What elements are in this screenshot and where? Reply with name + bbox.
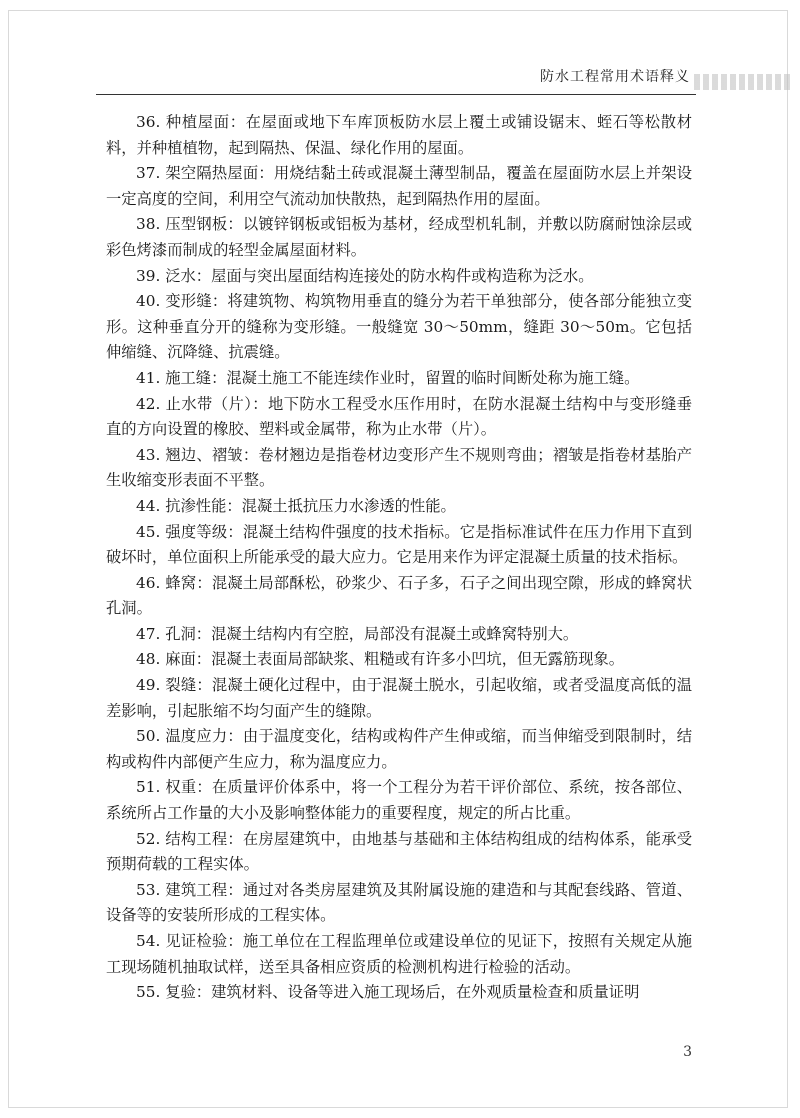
paragraph-48: 48. 麻面：混凝土表面局部缺浆、粗糙或有许多小凹坑，但无露筋现象。 — [136, 650, 625, 669]
paragraph-45: 45. 强度等级：混凝土结构件强度的技术指标。它是指标准试件在压力作用下直到破坏时，单位面积上所能承受的最大应力。它是用来作为评定混凝土质量的技术指标。 — [106, 522, 692, 567]
paragraph-43: 43. 翘边、褶皱：卷材翘边是指卷材边变形产生不规则弯曲；褶皱是指卷材基胎产生收缩变形表面不平整。 — [106, 445, 692, 490]
paragraph-55: 55. 复验：建筑材料、设备等进入施工现场后，在外观质量检查和质量证明 — [136, 983, 640, 1002]
paragraph-38: 38. 压型钢板：以镀锌钢板或铝板为基材，经成型机轧制，并敷以防腐耐蚀涂层或彩色烤漆而制成的轻型金属屋面材料。 — [106, 215, 692, 259]
paragraph-40: 40. 变形缝：将建筑物、构筑物用垂直的缝分为若干单独部分，使各部分能独立变形。这种垂直分开的缝称为变形缝。一般缝宽 30～50mm，缝距 30～50m。它包括伸缩缝、沉降缝、抗震缝。 — [106, 292, 692, 362]
paragraph-54: 54. 见证检验：施工单位在工程监理单位或建设单位的见证下，按照有关规定从施工现场随机抽取试样，送至具备相应资质的检测机构进行检验的活动。 — [106, 932, 692, 976]
paragraph-37: 37. 架空隔热屋面：用烧结黏土砖或混凝土薄型制品，覆盖在屋面防水层上并架设一定高度的空间，利用空气流动加快散热，起到隔热作用的屋面。 — [106, 164, 692, 208]
paragraph-39: 39. 泛水：屋面与突出屋面结构连接处的防水构件或构造称为泛水。 — [136, 266, 594, 285]
paragraph-44: 44. 抗渗性能：混凝土抵抗压力水渗透的性能。 — [136, 496, 456, 515]
paragraph-47: 47. 孔洞：混凝土结构内有空腔，局部没有混凝土或蜂窝特别大。 — [136, 624, 579, 643]
paragraph-52: 52. 结构工程：在房屋建筑中，由地基与基础和主体结构组成的结构体系，能承受预期荷载的工程实体。 — [106, 829, 692, 874]
paragraph-46: 46. 蜂窝：混凝土局部酥松，砂浆少、石子多，石子之间出现空隙，形成的蜂窝状孔洞。 — [106, 573, 692, 618]
paragraph-50: 50. 温度应力：由于温度变化，结构或构件产生伸或缩，而当伸缩受到限制时，结构或构件内部便产生应力，称为温度应力。 — [106, 727, 692, 771]
running-header-title: 防水工程常用术语释义 — [540, 69, 690, 85]
paragraph-49: 49. 裂缝：混凝土硬化过程中，由于混凝土脱水，引起收缩，或者受温度高低的温差影响，引起胀缩不均匀面产生的缝隙。 — [106, 676, 692, 720]
paragraph-41: 41. 施工缝：混凝土施工不能连续作业时，留置的临时间断处称为施工缝。 — [136, 368, 640, 387]
header-rule — [96, 94, 696, 95]
body-text — [106, 110, 692, 1006]
paragraph-36: 36. 种植屋面：在屋面或地下车库顶板防水层上覆土或铺设锯末、蛭石等松散材料，并种植植物，起到隔热、保温、绿化作用的屋面。 — [106, 113, 692, 157]
paragraph-53: 53. 建筑工程：通过对各类房屋建筑及其附属设施的建造和与其配套线路、管道、设备等的安装所形成的工程实体。 — [106, 880, 692, 925]
header-ornament — [694, 74, 792, 90]
paragraph-51: 51. 权重：在质量评价体系中，将一个工程分为若干评价部位、系统，按各部位、系统所占工作量的大小及影响整体能力的重要程度，规定的所占比重。 — [106, 778, 692, 823]
page-number: 3 — [683, 1044, 692, 1060]
paragraph-42: 42. 止水带（片）：地下防水工程受水压作用时，在防水混凝土结构中与变形缝垂直的方向设置的橡胶、塑料或金属带，称为止水带（片）。 — [106, 394, 692, 439]
